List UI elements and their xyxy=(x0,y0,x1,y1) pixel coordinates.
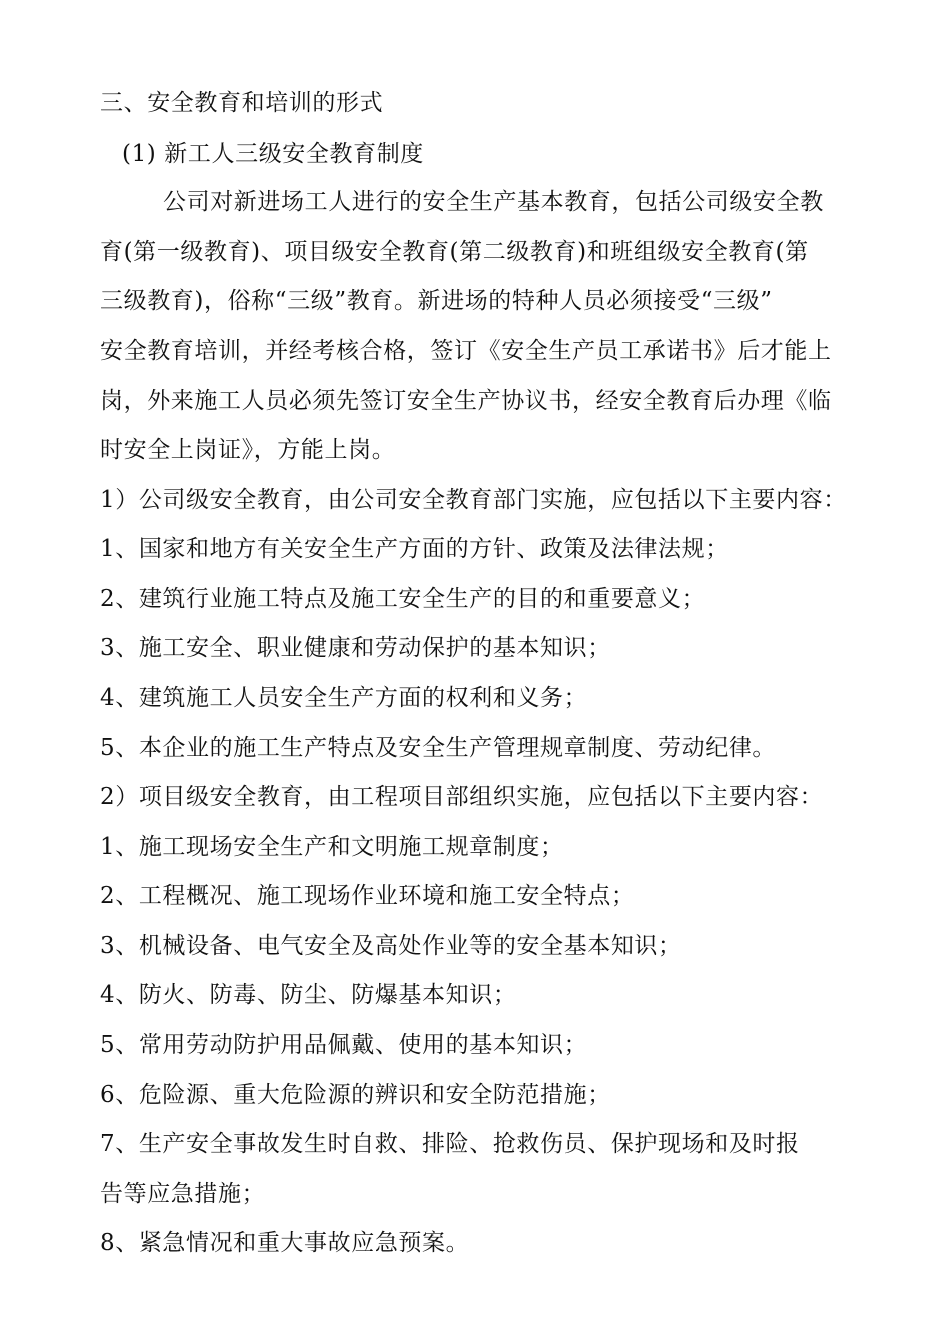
section-heading: 三、安全教育和培训的形式 xyxy=(100,90,384,116)
list-item: 5、常用劳动防护用品佩戴、使用的基本知识； xyxy=(100,1032,588,1058)
paragraph-line: 公司对新进场工人进行的安全生产基本教育，包括公司级安全教 xyxy=(163,189,824,215)
list-item: 3、施工安全、职业健康和劳动保护的基本知识； xyxy=(100,635,611,661)
paragraph-line: 安全教育培训，并经考核合格，签订《安全生产员工承诺书》后才能上 xyxy=(100,338,832,364)
project-level-title: 2）项目级安全教育，由工程项目部组织实施，应包括以下主要内容： xyxy=(100,784,824,810)
company-level-title: 1）公司级安全教育，由公司安全教育部门实施，应包括以下主要内容： xyxy=(100,487,847,513)
list-item: 3、机械设备、电气安全及高处作业等的安全基本知识； xyxy=(100,933,682,959)
list-item: 7、生产安全事故发生时自救、排险、抢救伤员、保护现场和及时报 xyxy=(100,1131,800,1157)
paragraph-line: 时安全上岗证》，方能上岗。 xyxy=(100,437,396,463)
list-item: 2、工程概况、施工现场作业环境和施工安全特点； xyxy=(100,883,635,909)
list-item: 4、防火、防毒、防尘、防爆基本知识； xyxy=(100,982,517,1008)
list-item: 2、建筑行业施工特点及施工安全生产的目的和重要意义； xyxy=(100,586,706,612)
subsection-heading: (1) 新工人三级安全教育制度 xyxy=(122,141,424,167)
list-item: 1、施工现场安全生产和文明施工规章制度； xyxy=(100,834,564,860)
list-item: 4、建筑施工人员安全生产方面的权利和义务； xyxy=(100,685,588,711)
paragraph-line: 岗，外来施工人员必须先签订安全生产协议书，经安全教育后办理《临 xyxy=(100,388,832,414)
paragraph-line: 育(第一级教育)、项目级安全教育(第二级教育)和班组级安全教育(第 xyxy=(100,239,809,265)
list-item: 1、国家和地方有关安全生产方面的方针、政策及法律法规； xyxy=(100,536,729,562)
list-item: 8、紧急情况和重大事故应急预案。 xyxy=(100,1230,470,1256)
list-item: 5、本企业的施工生产特点及安全生产管理规章制度、劳动纪律。 xyxy=(100,735,777,761)
paragraph-line: 三级教育)，俗称“三级”教育。新进场的特种人员必须接受“三级” xyxy=(100,288,773,314)
list-item-continuation: 告等应急措施； xyxy=(100,1181,266,1207)
list-item: 6、危险源、重大危险源的辨识和安全防范措施； xyxy=(100,1082,611,1108)
